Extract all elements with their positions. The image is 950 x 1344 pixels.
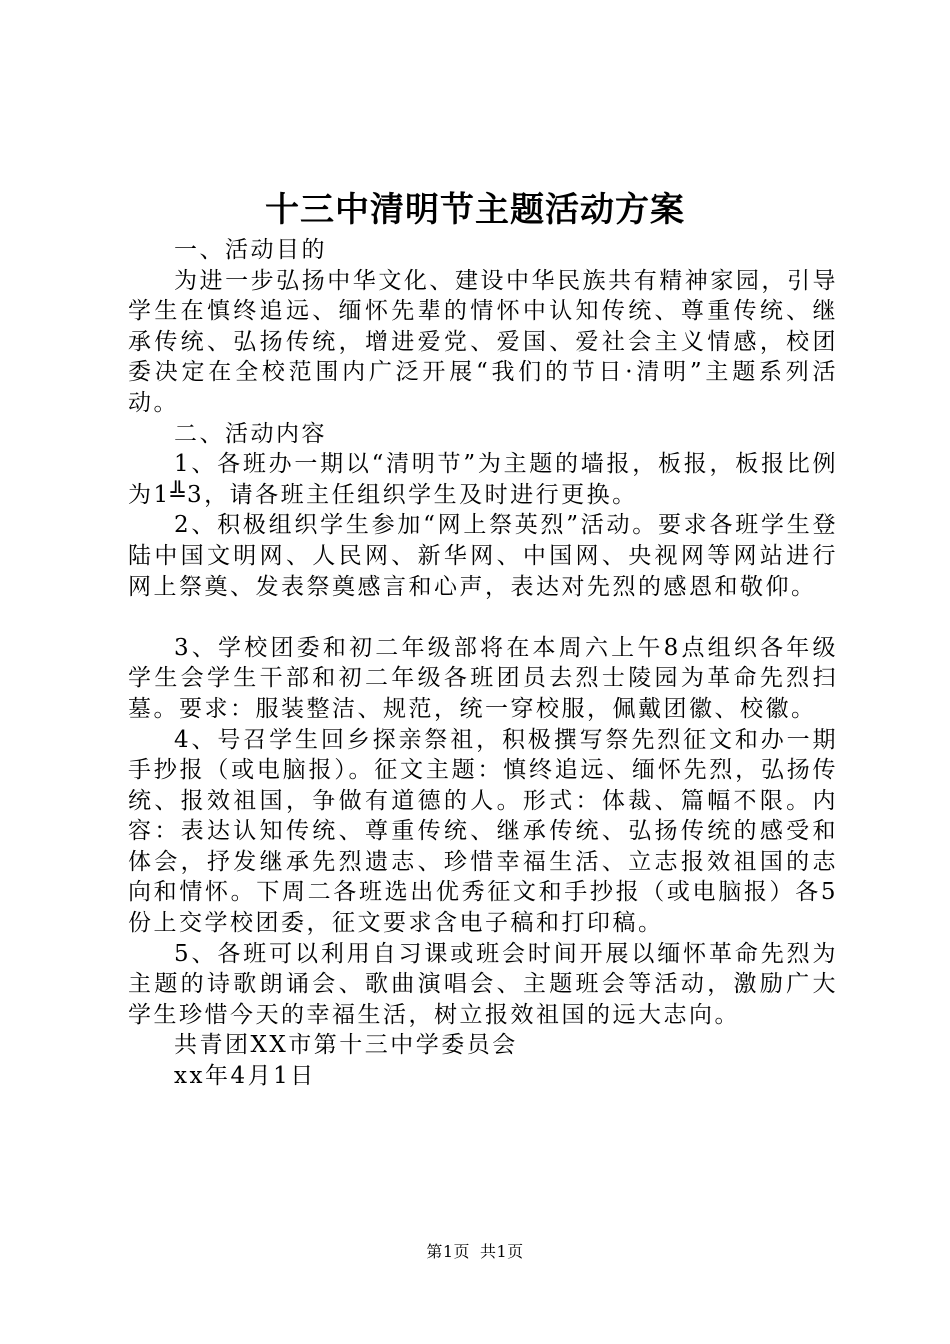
paragraph-item-1: 1、各班办一期以“清明节”为主题的墙报，板报，板报比例为1╩3，请各班主任组织学生及时进行更换。 [128, 451, 838, 508]
paragraph-item-3: 3、学校团委和初二年级部将在本周六上午8点组织各年级学生会学生干部和初二年级各班团员去烈士陵园为革命先烈扫墓。要求：服装整洁、规范，统一穿校服，佩戴团徽、校徽。 [128, 634, 838, 722]
section-heading-content: 二、活动内容 [174, 420, 327, 447]
section-heading-purpose: 一、活动目的 [174, 237, 327, 263]
date-line: xx年4月1日 [174, 1063, 316, 1090]
paragraph-item-4: 4、号召学生回乡探亲祭祖，积极撰写祭先烈征文和办一期手抄报（或电脑报）。征文主题：慎终追远、缅怀先烈，弘扬传统、报效祖国，争做有道德的人。形式：体裁、篇幅不限。内容：表达认知传统、尊重传统、继承传统、弘扬传统的感受和体会，抒发继承先烈遗志、珍惜幸福生活、立志报效祖国的志向和情怀。下周二各班选出优秀征文和手抄报（或电脑报）各5份上交学校团委，征文要求含电子稿和打印稿。 [128, 726, 838, 937]
paragraph-purpose: 为进一步弘扬中华文化、建设中华民族共有精神家园，引导学生在慎终追远、缅怀先辈的情怀中认知传统、尊重传统、继承传统、弘扬传统，增进爱党、爱国、爱社会主义情感，校团委决定在全校范围内广泛开展“我们的节日·清明”主题系列活动。 [128, 267, 838, 416]
blank-line [128, 602, 838, 633]
document-title: 十三中清明节主题活动方案 [265, 190, 685, 230]
paragraph-item-5: 5、各班可以利用自习课或班会时间开展以缅怀革命先烈为主题的诗歌朗诵会、歌曲演唱会、主题班会等活动，激励广大学生珍惜今天的幸福生活，树立报效祖国的远大志向。 [128, 940, 838, 1028]
paragraph-item-2: 2、积极组织学生参加“网上祭英烈”活动。要求各班学生登陆中国文明网、人民网、新华网、中国网、央视网等网站进行网上祭奠、发表祭奠感言和心声，表达对先烈的感恩和敬仰。 [128, 512, 838, 600]
page-total: 共1页 [480, 1242, 524, 1261]
page-footer [0, 1241, 950, 1263]
page-number: 第1页 [426, 1242, 470, 1261]
signature-line: 共青团XX市第十三中学委员会 [174, 1032, 518, 1059]
document-body [128, 235, 838, 1092]
